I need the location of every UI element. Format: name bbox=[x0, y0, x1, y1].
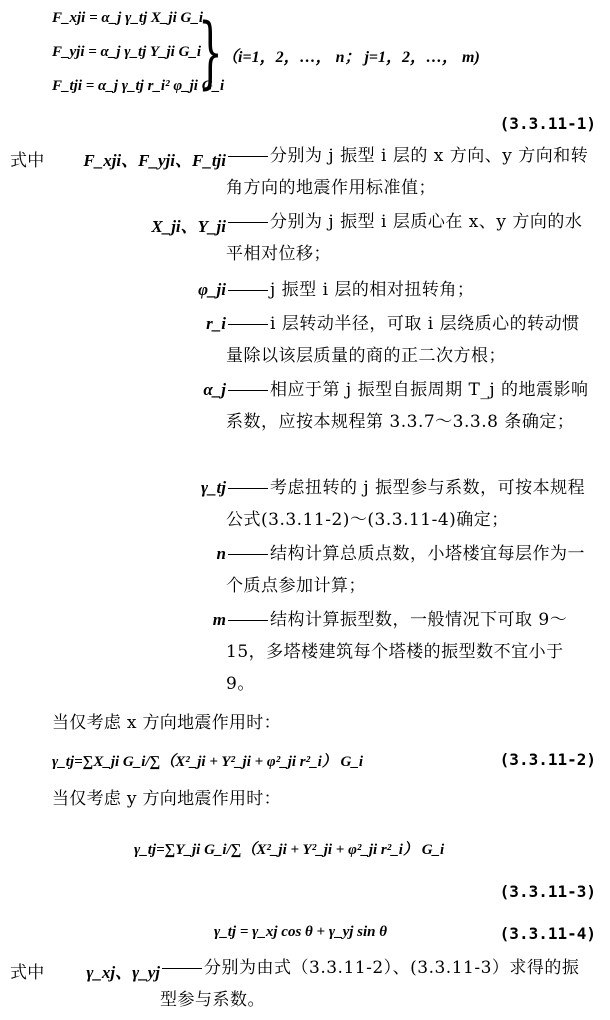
def-text-8-content: 结构计算振型数，一般情况下可取 9～15，多塔楼建筑每个塔楼的振型数不宜小于 9。 bbox=[226, 610, 568, 694]
equation-fy-text: F_yji = α_j γ_tj Y_ji G_i bbox=[52, 44, 202, 60]
final-symbol: γ_xj、γ_yj bbox=[86, 963, 160, 982]
equation-3: γ_tj=∑Y_ji G_i/∑（X²_ji + Y²_ji + φ²_ji r²_i） G_i bbox=[134, 842, 445, 858]
equation-ft-text: F_tji = α_j γ_tj r_i² φ_ji G_i bbox=[52, 78, 225, 94]
def-text-5-content: 相应于第 j 振型自振周期 T_j 的地震影响系数，应按本规程第 3.3.7～3.3.8 条确定； bbox=[226, 380, 589, 432]
dash bbox=[228, 290, 268, 291]
where-label: 式中 bbox=[10, 151, 45, 171]
dash bbox=[228, 554, 268, 555]
equation-fx bbox=[52, 10, 203, 27]
def-text-6-content: 考虑扭转的 j 振型参与系数，可按本规程公式(3.3.11-2)～(3.3.11-4)确定； bbox=[226, 478, 586, 530]
equation-number-3: (3.3.11-3) bbox=[499, 882, 596, 901]
def-symbol-5: α_j bbox=[203, 380, 226, 399]
def-text-7-content: 结构计算总质点数，小塔楼宜每层作为一个质点参加计算； bbox=[226, 544, 585, 596]
equation-fx-text: F_xji = α_j γ_tj X_ji G_i bbox=[52, 10, 204, 26]
dash bbox=[228, 488, 268, 489]
def-text-2-content: 分别为 j 振型 i 层质心在 x、y 方向的水平相对位移； bbox=[226, 212, 583, 264]
dash bbox=[228, 324, 268, 325]
def-symbol-3: φ_ji bbox=[198, 280, 226, 299]
def-text-7 bbox=[226, 538, 596, 602]
def-text-3-content: j 振型 i 层的相对扭转角； bbox=[270, 280, 475, 300]
def-symbol-7: n bbox=[216, 544, 226, 563]
dash bbox=[228, 390, 268, 391]
def-text-2 bbox=[226, 206, 596, 270]
equation-number-1: (3.3.11-1) bbox=[499, 114, 596, 133]
def-text-1-content: 分别为 j 振型 i 层的 x 方向、y 方向和转角方向的地震作用标准值； bbox=[226, 146, 589, 198]
def-symbol-1: F_xji、F_yji、F_tji bbox=[83, 151, 226, 170]
equation-2: γ_tj=∑X_ji G_i/∑（X²_ji + Y²_ji + φ²_ji r²_i） G_i bbox=[52, 754, 364, 770]
def-text-5 bbox=[226, 374, 596, 438]
para-y-direction: 当仅考虑 y 方向地震作用时： bbox=[52, 789, 281, 809]
equation-fy bbox=[52, 44, 201, 61]
final-definition bbox=[160, 952, 596, 1016]
def-symbol-8: m bbox=[212, 610, 226, 629]
dash bbox=[228, 620, 268, 621]
para-x-direction: 当仅考虑 x 方向地震作用时： bbox=[52, 713, 281, 733]
def-text-1 bbox=[226, 140, 596, 204]
right-brace: } bbox=[198, 8, 223, 98]
dash bbox=[162, 968, 202, 969]
def-text-4-content: i 层转动半径，可取 i 层绕质心的转动惯量除以该层质量的商的正二次方根； bbox=[226, 314, 580, 366]
def-symbol-2: X_ji、Y_ji bbox=[151, 217, 226, 236]
def-text-4 bbox=[226, 308, 596, 372]
equation-4: γ_tj = γ_xj cos θ + γ_yj sin θ bbox=[214, 924, 388, 940]
where-label-2: 式中 bbox=[10, 963, 45, 983]
def-text-8 bbox=[226, 604, 596, 700]
final-definition-content: 分别为由式（3.3.11-2）、(3.3.11-3）求得的振型参与系数。 bbox=[160, 958, 580, 1010]
def-symbol-4: r_i bbox=[206, 314, 226, 333]
dash bbox=[228, 222, 268, 223]
equation-number-2: (3.3.11-2) bbox=[499, 750, 596, 769]
def-text-6 bbox=[226, 472, 596, 536]
def-symbol-6: γ_tj bbox=[200, 478, 226, 497]
equation-number-4: (3.3.11-4) bbox=[499, 924, 596, 943]
def-text-3 bbox=[226, 274, 596, 306]
equation-range: （i=1，2，…， n； j=1，2，…， m) bbox=[222, 49, 480, 66]
dash bbox=[228, 156, 268, 157]
